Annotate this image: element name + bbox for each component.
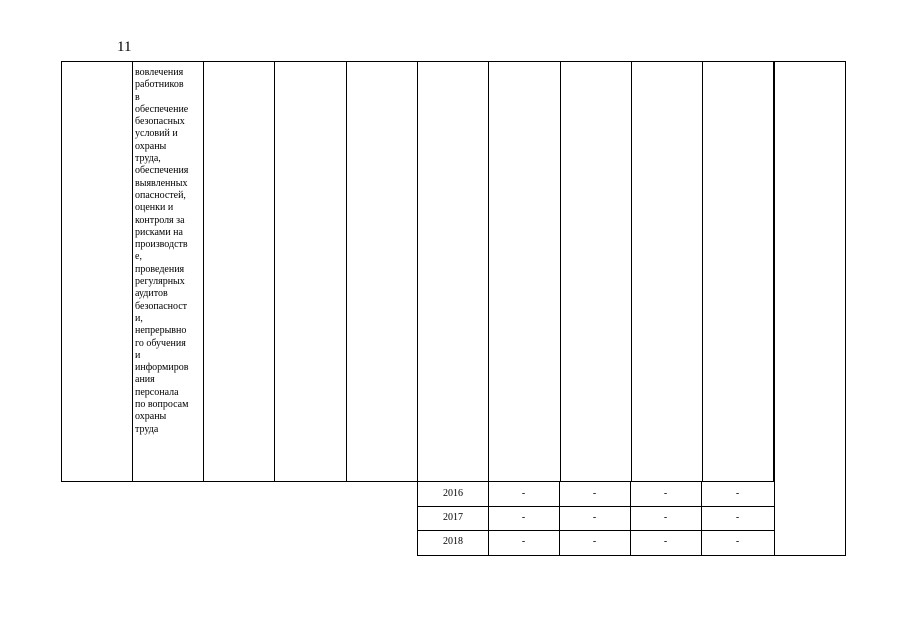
table-col-7 [488,61,560,482]
table-col-number [61,61,132,482]
value-cell: - [630,506,702,531]
table-col-5 [346,61,417,482]
table-col-4 [274,61,346,482]
year-cell: 2016 [417,482,489,507]
table-col-10 [702,61,774,482]
table-col-6 [417,61,488,482]
value-cell: - [488,482,560,507]
value-cell: - [630,482,702,507]
value-cell: - [701,506,775,531]
value-cell: - [701,482,775,507]
value-cell: - [559,530,631,556]
page-number: 11 [117,39,132,55]
table-col-3 [203,61,274,482]
value-cell: - [488,506,560,531]
value-cell: - [559,482,631,507]
year-cell: 2018 [417,530,489,556]
value-cell: - [488,530,560,556]
year-cell: 2017 [417,506,489,531]
value-cell: - [559,506,631,531]
row-description: вовлечения работников в обеспечение безопасных условий и охраны труда, обеспечения выявленных опасностей, оценки и контроля за рисками на производств е, проведения регулярных аудитов безопасност и, непрерывно го обучения и информиров ания персонала по вопросам охраны труда [135,67,189,435]
table-col-last [774,61,846,556]
table-col-8 [560,61,631,482]
value-cell: - [701,530,775,556]
value-cell: - [630,530,702,556]
table-col-9 [631,61,702,482]
